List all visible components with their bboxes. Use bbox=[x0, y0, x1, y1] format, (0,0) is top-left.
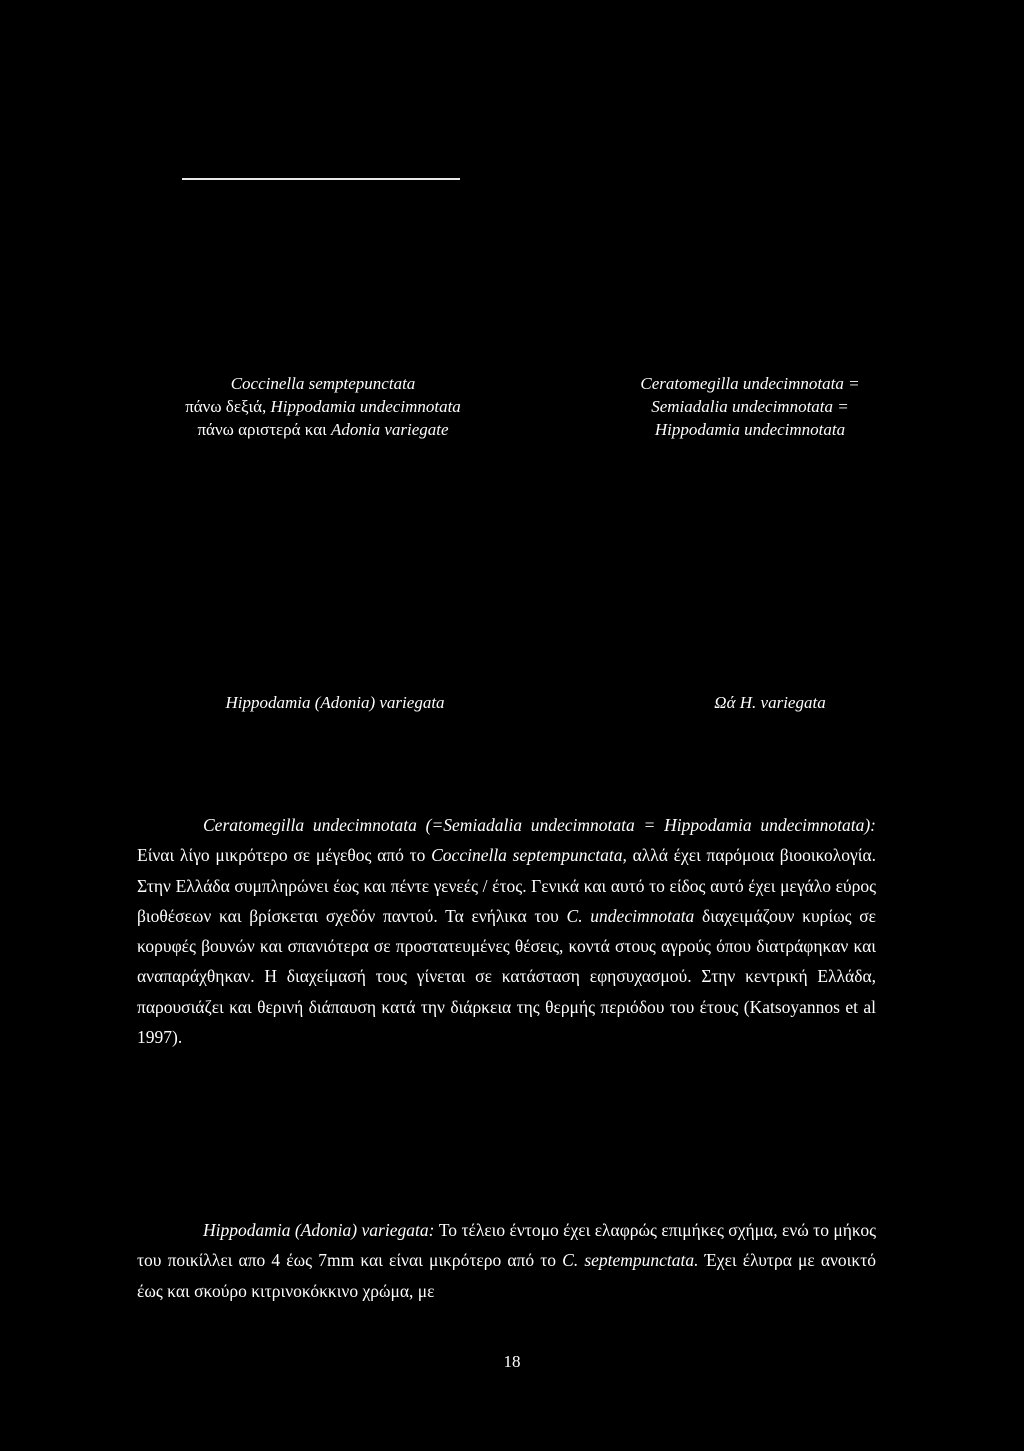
caption-top-right-line3: Hippodamia undecimnotata bbox=[654, 420, 846, 439]
body-text: διαχειμάζουν κυρίως σε κορυφές βουνών και σπανιότερα σε προστατευμένες θέσεις, κοντά στους αγρούς όπου διατράφηκαν και αναπαράχθηκαν. Η διαχείμασή τους γίνεται σε κατάσταση εφησυχασμού. Στην κεντρική Ελλάδα, παρουσιάζει και θερινή διάπαυση κατά την διάρκεια της θερμής περιόδου του έτους (Katsoyannos et al 1997). bbox=[137, 905, 876, 1048]
caption-top-left-line3-prefix: πάνω αριστερά και bbox=[197, 420, 331, 439]
body-text: αλλά έχει παρόμοια βιοοικολογία. Στην Ελλάδα συμπληρώνει έως και πέντε γενεές / έτος. Γενικά και αυτό το είδος αυτό έχει μεγάλο εύρος βιοθέσεων και βρίσκεται σχεδόν παντού. Τα ενήλικα του bbox=[137, 845, 877, 926]
caption-top-left-line3-species: Adonia variegate bbox=[330, 420, 449, 439]
caption-top-right-line2: Semiadalia undecimnotata = bbox=[651, 397, 849, 416]
species-name: Coccinella septempunctata, bbox=[431, 845, 627, 866]
species-name: Hippodamia (Adonia) variegata: bbox=[203, 1220, 435, 1240]
body-text: Το τέλειο έντομο έχει ελαφρώς επιμήκες σχήμα, ενώ το μήκος του ποικίλλει απο 4 έως 7mm και είναι μικρότερο από το bbox=[137, 1220, 876, 1271]
species-name: C. undecimnotata bbox=[566, 905, 695, 926]
caption-bottom-left: Hippodamia (Adonia) variegata bbox=[225, 693, 445, 712]
paragraph-hippodamia bbox=[137, 1215, 876, 1306]
caption-top-left-line2 bbox=[130, 395, 516, 418]
caption-top-right bbox=[560, 372, 940, 441]
paragraph-ceratomegilla-text bbox=[137, 810, 876, 1052]
page-number: 18 bbox=[503, 1352, 521, 1371]
caption-top-left-line2-species: Hippodamia undecimnotata bbox=[270, 397, 461, 416]
caption-top-left bbox=[130, 372, 516, 441]
paragraph-hippodamia-text bbox=[137, 1215, 876, 1306]
body-text: Είναι λίγο μικρότερο σε μέγεθος από το bbox=[137, 845, 432, 866]
caption-top-left-line2-prefix: πάνω δεξιά, bbox=[185, 397, 271, 416]
caption-top-left-line1: Coccinella semptepunctata bbox=[230, 374, 416, 393]
caption-top-left-line3 bbox=[130, 418, 516, 441]
body-text: Έχει έλυτρα με ανοικτό έως και σκούρο κιτρινοκόκκινο χρώμα, με bbox=[137, 1250, 876, 1301]
caption-top-right-line1: Ceratomegilla undecimnotata = bbox=[640, 374, 860, 393]
species-name: C. septempunctata. bbox=[562, 1250, 699, 1271]
caption-bottom-right: Ωά Η. variegata bbox=[714, 693, 826, 712]
paragraph-ceratomegilla bbox=[137, 810, 876, 1052]
species-name: Ceratomegilla undecimnotata (=Semiadalia undecimnotata = Hippodamia undecimnotata): bbox=[203, 815, 876, 835]
top-rule bbox=[182, 178, 460, 180]
